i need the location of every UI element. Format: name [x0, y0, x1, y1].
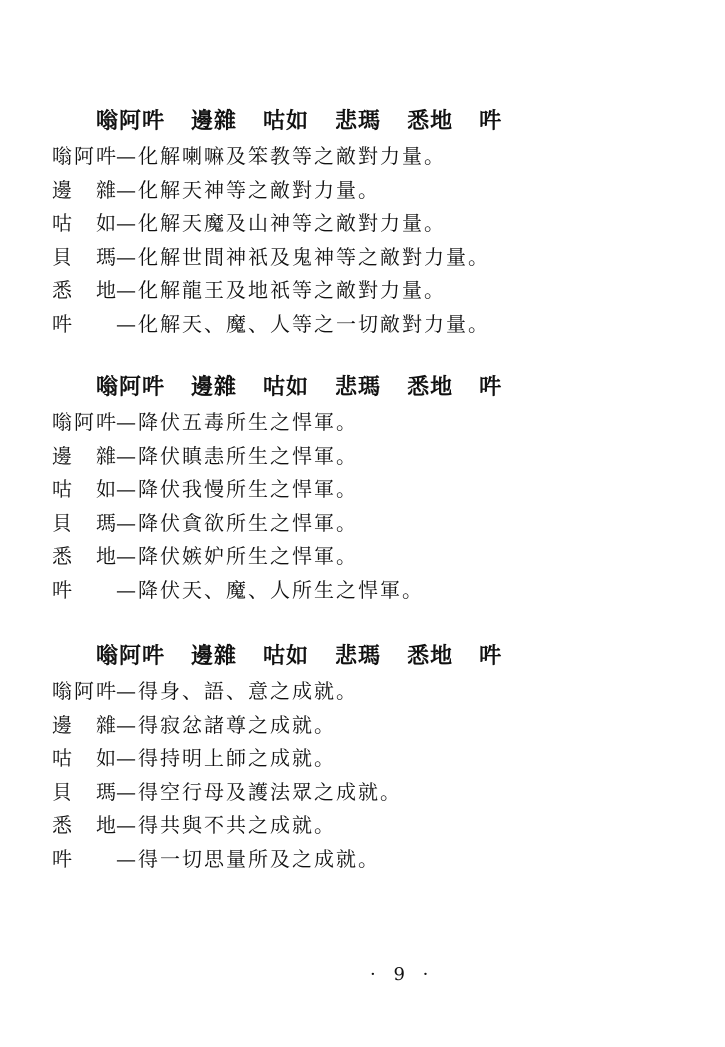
line-label: 嗡阿吽	[52, 144, 118, 168]
mantra-line	[52, 776, 692, 810]
mantra-line	[52, 540, 692, 574]
line-text: —降伏嫉妒所生之悍軍。	[116, 544, 358, 569]
line-text: —化解天、魔、人等之一切敵對力量。	[116, 311, 490, 336]
line-text: —化解龍王及地祇等之敵對力量。	[116, 278, 446, 303]
mantra-section-3	[52, 639, 692, 877]
line-label: 吽	[52, 577, 74, 602]
line-text: —化解天魔及山神等之敵對力量。	[116, 211, 446, 236]
mantra-heading	[96, 370, 692, 406]
line-text: —降伏天、魔、人所生之悍軍。	[116, 577, 424, 602]
mantra-line	[52, 308, 692, 342]
heading-syllable: 咕如	[263, 375, 310, 400]
line-label: 咕 如	[52, 211, 118, 236]
mantra-line	[52, 843, 692, 877]
heading-syllable: 悉地	[407, 109, 454, 134]
line-label: 邊 雜	[52, 712, 118, 737]
line-label: 貝 瑪	[52, 779, 118, 804]
mantra-line	[52, 709, 692, 743]
line-text: —化解世間神祇及鬼神等之敵對力量。	[116, 244, 490, 269]
heading-syllable: 吽	[479, 109, 503, 134]
mantra-section-2	[52, 370, 692, 608]
line-label: 邊 雜	[52, 443, 118, 468]
line-label: 悉 地	[52, 813, 118, 838]
heading-syllable: 咕如	[263, 109, 310, 134]
line-label: 吽	[52, 311, 74, 336]
mantra-line	[52, 241, 692, 275]
line-label: 咕 如	[52, 746, 118, 771]
mantra-heading	[96, 104, 692, 140]
mantra-heading	[96, 639, 692, 675]
page-number: · 9 ·	[370, 964, 435, 985]
mantra-line	[52, 440, 692, 474]
line-text: —得空行母及護法眾之成就。	[116, 779, 402, 804]
heading-syllable: 嗡阿吽	[96, 375, 166, 400]
line-label: 吽	[52, 846, 74, 871]
line-text: —得寂忿諸尊之成就。	[116, 712, 336, 737]
line-text: —化解喇嘛及笨教等之敵對力量。	[116, 144, 446, 168]
heading-syllable: 悲瑪	[335, 109, 382, 134]
line-label: 嗡阿吽	[52, 410, 118, 434]
heading-syllable: 嗡阿吽	[96, 644, 166, 669]
heading-syllable: 悉地	[407, 375, 454, 400]
heading-syllable: 邊雜	[191, 375, 238, 400]
heading-syllable: 吽	[479, 644, 503, 669]
heading-syllable: 吽	[479, 375, 503, 400]
mantra-line	[52, 207, 692, 241]
line-text: —得共與不共之成就。	[116, 813, 336, 838]
line-label: 邊 雜	[52, 177, 118, 202]
line-text: —得持明上師之成就。	[116, 746, 336, 771]
line-label: 貝 瑪	[52, 510, 118, 535]
line-label: 嗡阿吽	[52, 679, 118, 703]
line-text: —化解天神等之敵對力量。	[116, 177, 380, 202]
mantra-line	[52, 406, 692, 440]
line-text: —降伏瞋恚所生之悍軍。	[116, 443, 358, 468]
heading-syllable: 邊雜	[191, 109, 238, 134]
mantra-line	[52, 809, 692, 843]
mantra-section-1	[52, 104, 692, 342]
mantra-line	[52, 174, 692, 208]
heading-syllable: 悲瑪	[335, 644, 382, 669]
line-label: 悉 地	[52, 544, 118, 569]
line-text: —降伏五毒所生之悍軍。	[116, 410, 358, 434]
line-text: —降伏我慢所生之悍軍。	[116, 477, 358, 502]
heading-syllable: 悉地	[407, 644, 454, 669]
heading-syllable: 悲瑪	[335, 375, 382, 400]
mantra-line	[52, 574, 692, 608]
line-label: 貝 瑪	[52, 244, 118, 269]
heading-syllable: 咕如	[263, 644, 310, 669]
line-label: 咕 如	[52, 477, 118, 502]
mantra-line	[52, 742, 692, 776]
mantra-line	[52, 274, 692, 308]
heading-syllable: 邊雜	[191, 644, 238, 669]
line-text: —得一切思量所及之成就。	[116, 846, 380, 871]
mantra-line	[52, 140, 692, 174]
line-text: —得身、語、意之成就。	[116, 679, 358, 703]
mantra-line	[52, 473, 692, 507]
mantra-line	[52, 507, 692, 541]
line-label: 悉 地	[52, 278, 118, 303]
mantra-line	[52, 675, 692, 709]
line-text: —降伏貪欲所生之悍軍。	[116, 510, 358, 535]
heading-syllable: 嗡阿吽	[96, 109, 166, 134]
